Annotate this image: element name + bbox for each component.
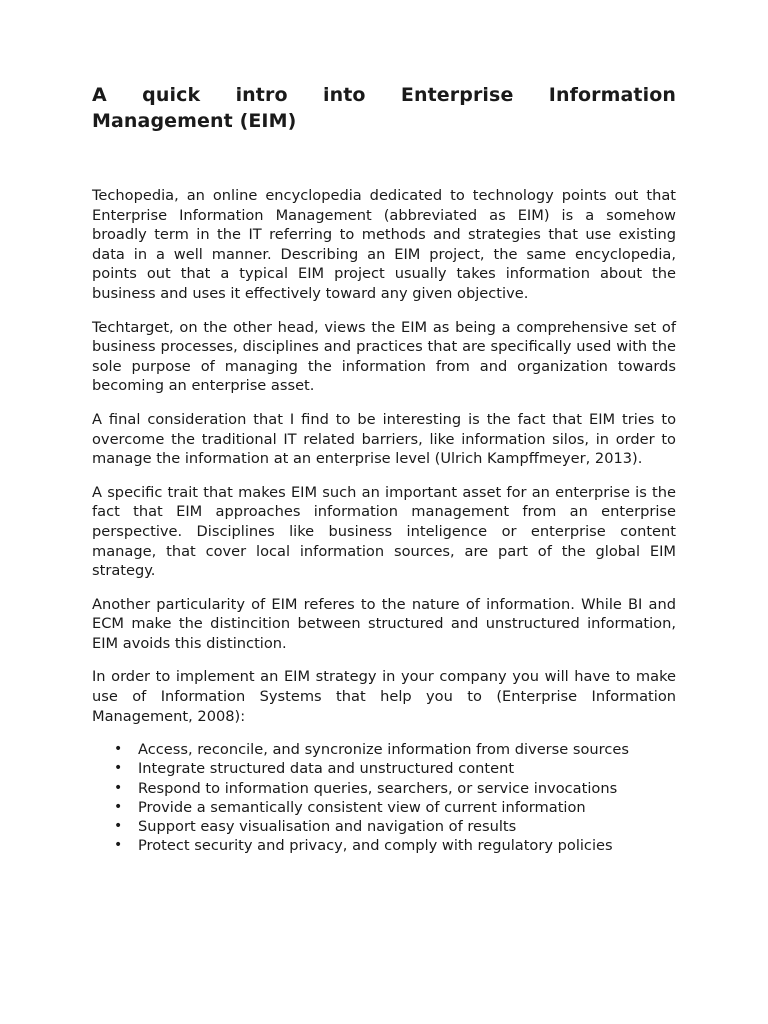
paragraph-particularity: Another particularity of EIM referes to the nature of information. While BI and ECM make the distincition between structured and unstructured information, EIM avoids this distinction.	[92, 595, 676, 652]
list-item	[92, 779, 676, 798]
list-item	[92, 798, 676, 817]
paragraph-implement-strategy: In order to implement an EIM strategy in your company you will have to make use of Information Systems that help you to (Enterprise Information Management, 2008):	[92, 668, 676, 725]
list-item-text: Respond to information queries, searchers, or service invocations	[138, 779, 618, 797]
list-item	[92, 836, 676, 855]
bullet-icon: •	[114, 818, 123, 835]
list-item-text: Integrate structured data and unstructured content	[138, 760, 515, 778]
list-item	[92, 759, 676, 778]
bullet-icon: •	[114, 741, 123, 758]
bullet-list	[92, 740, 676, 855]
bullet-icon: •	[114, 798, 123, 815]
list-item-text: Support easy visualisation and navigation of results	[138, 818, 517, 836]
paragraph-techopedia: Techopedia, an online encyclopedia dedicated to technology points out that Enterprise Information Management (abbreviated as EIM) is a somehow broadly term in the IT referring to methods and strategies that use existing data in a well manner. Describing an EIM project, the same encyclopedia, points out that a typical EIM project usually takes information about the business and uses it effectively toward any given objective.	[92, 187, 676, 302]
bullet-icon: •	[114, 837, 123, 854]
document-title: A quick intro into Enterprise Information Management (EIM)	[92, 84, 676, 132]
list-item-text: Access, reconcile, and syncronize information from diverse sources	[138, 741, 629, 759]
bullet-icon: •	[114, 760, 123, 777]
document-page	[92, 82, 676, 855]
list-item	[92, 740, 676, 759]
bullet-icon: •	[114, 779, 123, 796]
paragraph-final-consideration: A final consideration that I find to be interesting is the fact that EIM tries to overcome the traditional IT related barriers, like information silos, in order to manage the information at an enterprise level (Ulrich Kampffmeyer, 2013).	[92, 410, 676, 468]
list-item-text: Provide a semantically consistent view of current information	[138, 798, 586, 816]
list-item-text: Protect security and privacy, and comply with regulatory policies	[138, 837, 613, 855]
list-item	[92, 817, 676, 836]
paragraph-techtarget: Techtarget, on the other head, views the EIM as being a comprehensive set of business processes, disciplines and practices that are specifically used with the sole purpose of managing the information from and organization towards becoming an enterprise asset.	[92, 318, 676, 395]
paragraph-specific-trait: A specific trait that makes EIM such an important asset for an enterprise is the fact that EIM approaches information management from an enterprise perspective. Disciplines like business inteligence or enterprise content manage, that cover local information sources, are part of the global EIM strategy.	[92, 483, 676, 580]
